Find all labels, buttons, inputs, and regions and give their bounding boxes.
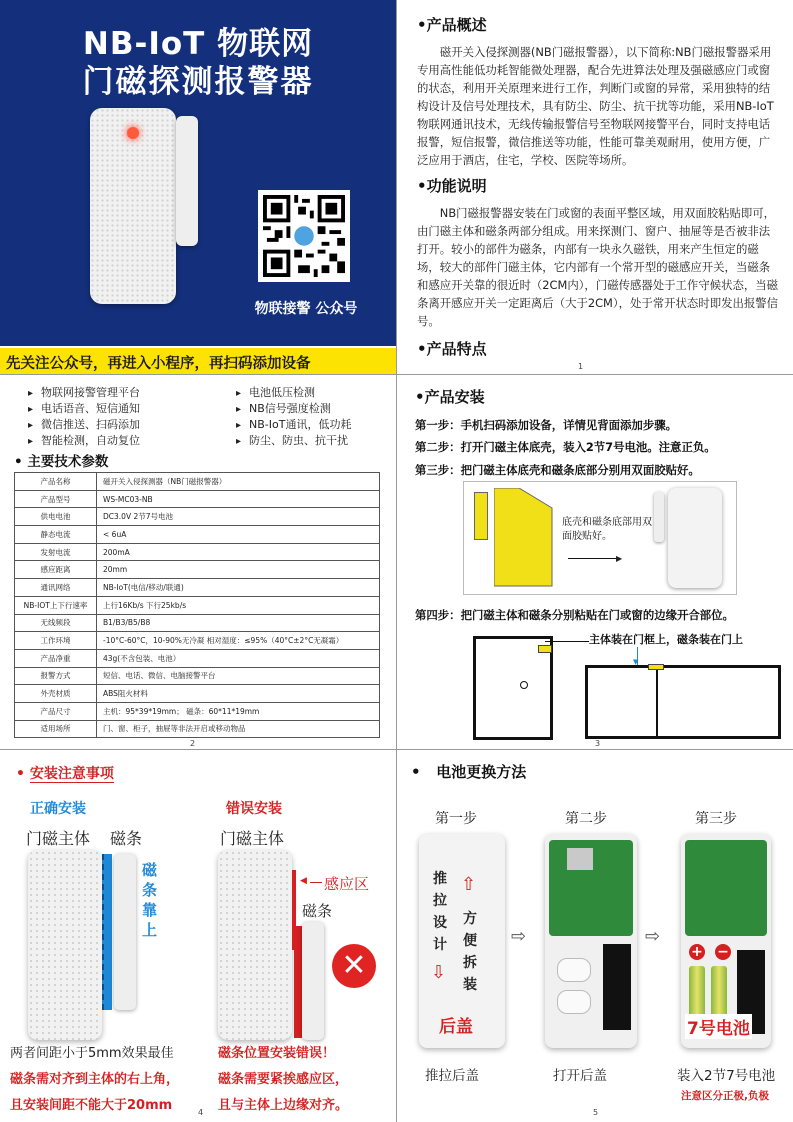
specs-table <box>14 472 380 738</box>
spec-key: 产品净重 <box>15 649 97 667</box>
step3-illustration <box>463 481 737 595</box>
function-heading: •功能说明 <box>417 177 487 195</box>
battery-heading: • 电池更换方法 <box>411 763 527 781</box>
specs-heading: • 主要技术参数 <box>14 454 109 470</box>
page-number: 5 <box>593 1108 599 1117</box>
door-sensor-main-image <box>90 108 176 304</box>
spec-key: NB-IOT上下行速率 <box>15 596 97 614</box>
spec-key: 产品名称 <box>15 473 97 491</box>
spec-key: 感应距离 <box>15 561 97 579</box>
spec-row <box>15 667 380 685</box>
spec-key: 报警方式 <box>15 667 97 685</box>
window-frame-shape <box>585 665 781 739</box>
arrow-next-icon: ⇨ <box>511 926 527 947</box>
arrow-line <box>568 558 618 559</box>
feature-item: ▸ 防尘、防虫、抗干扰 <box>236 432 348 448</box>
spec-value: 门、窗、柜子，抽屉等非法开启或移动物品 <box>97 720 380 738</box>
spec-value: < 6uA <box>97 526 380 544</box>
install-heading: •产品安装 <box>415 388 485 406</box>
qr-code-icon <box>263 195 345 277</box>
feature-item: ▸ 电池低压检测 <box>236 384 315 400</box>
window-divider <box>656 668 658 736</box>
spec-value: 主机：95*39*19mm； 磁条：60*11*19mm <box>97 702 380 720</box>
correct-strip-label: 磁条 <box>110 829 143 848</box>
feature-item: ▸ NB-IoT通讯，低功耗 <box>236 416 351 432</box>
spec-key: 供电电池 <box>15 508 97 526</box>
base-shell-image <box>668 488 722 588</box>
correct-main-label: 门磁主体 <box>26 829 91 848</box>
spec-value: -10°C-60°C，10-90%无冷凝 相对湿度：≤95%（40°C±2°C无凝霜） <box>97 632 380 650</box>
door-frame-shape <box>473 636 553 740</box>
battery-step3: 第三步 <box>695 811 737 827</box>
correct-gap-shape <box>102 854 112 1010</box>
install-step4: 第四步：把门磁主体和磁条分别粘贴在门或窗的边缘开合部位。 <box>415 608 734 622</box>
correct-main-image <box>28 850 102 1040</box>
sensor-marker <box>648 664 664 670</box>
install-step3: 第三步：把门磁主体底壳和磁条底部分别用双面胶贴好。 <box>415 463 700 477</box>
spec-row <box>15 596 380 614</box>
spec-value: 上行16Kb/s 下行25kb/s <box>97 596 380 614</box>
overview-heading: •产品概述 <box>417 16 487 34</box>
feature-item: ▸ 智能检测，自动复位 <box>28 432 140 448</box>
spec-key: 适用场所 <box>15 720 97 738</box>
spec-value: 43g(不含包装、电池） <box>97 649 380 667</box>
battery-panel <box>397 750 793 1122</box>
battery-step1: 第一步 <box>435 811 477 827</box>
arrow-down-icon: ▼ <box>633 658 639 666</box>
caption-push-cover: 推拉后盖 <box>425 1068 479 1084</box>
spec-row <box>15 702 380 720</box>
feature-item: ▸ NB信号强度检测 <box>236 400 331 416</box>
error-x-icon: ✕ <box>332 944 376 988</box>
arrow-down-icon: ⇩ <box>431 962 447 983</box>
correct-title: 正确安装 <box>30 801 86 817</box>
spec-row <box>15 632 380 650</box>
battery-heading-text: 电池更换方法 <box>436 763 527 781</box>
wrong-gap-shape <box>294 926 302 1038</box>
magnet-tape-shape <box>474 492 488 540</box>
cover-banner: 先关注公众号，再进入小程序，再扫码添加设备 <box>0 348 396 374</box>
cover-title-line1: NB-IoT 物联网 <box>82 26 314 62</box>
sensor-marker <box>538 645 552 653</box>
spec-row <box>15 508 380 526</box>
spec-row <box>15 490 380 508</box>
caption-open-cover: 打开后盖 <box>553 1068 607 1084</box>
install-step2: 第二步：打开门磁主体底壳，装入2节7号电池。注意正负。 <box>415 440 716 454</box>
polarity-warning: 注意区分正极,负极 <box>681 1090 769 1102</box>
spec-value: 磁开关入侵探测器（NB门磁报警器） <box>97 473 380 491</box>
spec-row <box>15 685 380 703</box>
spec-row <box>15 473 380 491</box>
magnet-strip-image <box>176 116 198 246</box>
notes-panel <box>0 750 396 1122</box>
page-number: 2 <box>190 739 196 748</box>
spec-key: 静态电流 <box>15 526 97 544</box>
spec-value: NB-IoT(电信/移动/联通) <box>97 579 380 597</box>
specs-heading-text: 主要技术参数 <box>27 454 109 470</box>
wrong-title: 错误安装 <box>226 801 282 817</box>
magnet-image <box>654 492 664 542</box>
spec-row <box>15 614 380 632</box>
features-heading: •产品特点 <box>417 340 487 358</box>
back-cover-image <box>419 834 505 1048</box>
cover-text-push: 推拉设计 <box>433 871 447 953</box>
notes-heading: • 安装注意事项 <box>16 766 114 782</box>
feature-item: ▸ 物联网接警管理平台 <box>28 384 140 400</box>
qr-code[interactable] <box>258 190 350 282</box>
battery-step2: 第二步 <box>565 811 607 827</box>
open-device-image <box>545 834 637 1048</box>
install-panel <box>397 375 793 749</box>
spec-row <box>15 526 380 544</box>
battery-slot <box>557 990 591 1014</box>
battery-slot <box>557 958 591 982</box>
correct-strip-image <box>114 854 136 1010</box>
wrong-main-image <box>218 850 292 1040</box>
overview-panel <box>397 0 793 374</box>
wrong-text3: 且与主体上边缘对齐。 <box>218 1098 349 1113</box>
notes-heading-text: 安装注意事项 <box>29 766 114 782</box>
door-knob-icon <box>520 681 528 689</box>
cover-label: 后盖 <box>439 1017 473 1037</box>
spec-value: B1/B3/B5/B8 <box>97 614 380 632</box>
spec-row <box>15 543 380 561</box>
feature-item: ▸ 微信推送、扫码添加 <box>28 416 140 432</box>
cover-text-easy: 方便拆装 <box>463 911 477 993</box>
arrow-line <box>310 882 322 883</box>
spec-key: 工作环境 <box>15 632 97 650</box>
plus-icon: + <box>689 944 705 960</box>
wrong-main-label: 门磁主体 <box>220 829 285 848</box>
spec-key: 发射电流 <box>15 543 97 561</box>
caption-install-battery: 装入2节7号电池 <box>677 1068 776 1084</box>
battery-label: 7号电池 <box>685 1014 752 1039</box>
install-step1: 第一步：手机扫码添加设备，详情见背面添加步骤。 <box>415 418 677 432</box>
spec-row <box>15 561 380 579</box>
correct-text3: 且安装间距不能大于20mm <box>10 1098 173 1113</box>
correct-text1: 两者间距小于5mm效果最佳 <box>10 1046 174 1061</box>
spec-key: 产品型号 <box>15 490 97 508</box>
step4-note: 主体装在门框上，磁条装在门上 <box>589 633 743 646</box>
spec-value: ABS阻火材料 <box>97 685 380 703</box>
arrow-up-icon: ⇧ <box>461 874 477 895</box>
overview-text: 磁开关入侵探测器(NB门磁报警器），以下简称:NB门磁报警器采用专用高性能低功耗智能微处理器，配合先进算法处理及强磁感应门或窗的状态，利用开关原理来进行工作，判断门或窗的异常，采用独特的结构设计及信号处理技术，具有防尘、防尘、抗干扰等功能，采用NB-IoT物联网通讯技术，无线传输报警信号至物联网接警平台，同时支持电话报警，短信报警，微信推送等功能，性能可靠美观耐用，使用方便，广泛应用于酒店，住宅，学校、医院等场所。 <box>417 45 774 167</box>
minus-icon: − <box>715 944 731 960</box>
arrow-next-icon: ⇨ <box>645 926 661 947</box>
spec-value: WS-MC03-NB <box>97 490 380 508</box>
spec-key: 无线频段 <box>15 614 97 632</box>
spec-value: DC3.0V 2节7号电池 <box>97 508 380 526</box>
spec-row <box>15 579 380 597</box>
pointer-line <box>545 641 589 642</box>
base-tape-shape <box>494 488 554 588</box>
battery-installed-image <box>681 834 771 1048</box>
spec-value: 20mm <box>97 561 380 579</box>
wrong-text2: 磁条需要紧挨感应区， <box>218 1072 349 1087</box>
spec-key: 产品尺寸 <box>15 702 97 720</box>
feature-item: ▸ 电话语音、短信通知 <box>28 400 140 416</box>
step3-note: 底壳和磁条底部用双面胶贴好。 <box>562 517 652 542</box>
arrow-left-icon: ◀ <box>300 876 307 886</box>
spec-row <box>15 649 380 667</box>
wrong-strip-label: 磁条 <box>302 902 333 920</box>
correct-text2: 磁条需对齐到主体的右上角， <box>10 1072 180 1087</box>
page-number: 3 <box>595 739 601 748</box>
spec-value: 短信、电话、微信、电脑接警平台 <box>97 667 380 685</box>
cover-panel <box>0 0 396 374</box>
function-text: NB门磁报警器安装在门或窗的表面平整区域，用双面胶粘贴即可，由门磁主体和磁条两部分组成。用来探测门、窗户、抽屉等是否被非法打开。较小的部件为磁条，内部有一块永久磁铁，用来产生恒定的磁场，较大的部件门磁主体，它内部有一个常开型的磁感应开关，当磁条和感应开关靠的很近时（2CM内），门磁传感器处于工作守候状态，当磁条离开感应开关一定距离后（大于2CM），处于常开状态时即发出报警信号。 <box>417 206 779 328</box>
spec-key: 通讯网络 <box>15 579 97 597</box>
led-indicator-icon <box>127 127 139 139</box>
battery-compartment <box>603 944 631 1030</box>
page-number: 1 <box>578 362 584 371</box>
spec-value: 200mA <box>97 543 380 561</box>
strip-vertical-label: 磁条靠上 <box>142 861 158 939</box>
sense-zone-label: 感应区 <box>324 875 370 893</box>
spec-row <box>15 720 380 738</box>
qr-label: 物联接警 公众号 <box>254 301 358 317</box>
spec-key: 外壳材质 <box>15 685 97 703</box>
cover-title-line2: 门磁探测报警器 <box>82 64 314 100</box>
page-number: 4 <box>198 1108 204 1117</box>
pcb-board <box>685 840 767 936</box>
specs-panel <box>0 375 396 749</box>
wrong-text1: 磁条位置安装错误！ <box>218 1046 336 1061</box>
arrow-right-icon: ▶ <box>616 554 623 563</box>
sim-slot <box>567 848 593 870</box>
wrong-strip-image <box>302 922 324 1040</box>
